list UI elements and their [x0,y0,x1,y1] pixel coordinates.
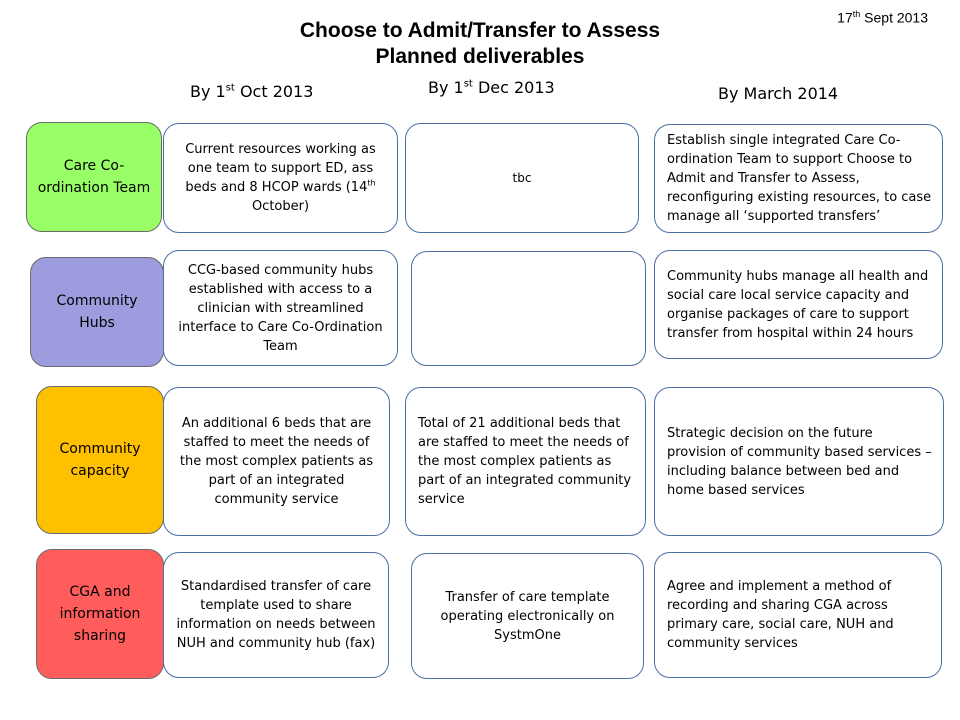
row-label-cga-information-sharing: CGA and information sharing [36,549,164,679]
date-day: 17 [837,9,853,26]
cell-cga-dec: Transfer of care template operating electronically on SystmOne [411,553,644,679]
column-header-prefix: By 1 [190,82,226,101]
column-header-dec-2013 [428,78,555,97]
cell-community-capacity-dec: Total of 21 additional beds that are staffed to meet the needs of the most complex patients as part of an integrated community service [405,387,646,536]
date-rest: Sept 2013 [860,9,928,26]
column-header-sup: st [463,78,473,90]
cell-cga-oct: Standardised transfer of care template used to share information on needs between NUH and community hub (fax) [163,552,389,678]
cell-cga-march: Agree and implement a method of recording and sharing CGA across primary care, social care, NUH and community services [654,552,942,678]
column-header-rest: Dec 2013 [472,78,555,97]
row-label-community-hubs: Community Hubs [30,257,164,367]
column-header-march-2014: By March 2014 [718,84,839,103]
cell-community-capacity-oct: An additional 6 beds that are staffed to meet the needs of the most complex patients as part of an integrated community service [163,387,390,536]
cell-text [174,140,387,216]
page-subtitle: Planned deliverables [375,45,585,68]
cell-text-sup: th [367,178,376,188]
cell-text-main: Current resources working as one team to support ED, ass beds and 8 HCOP wards (14 [185,142,376,195]
column-header-oct-2013 [190,82,313,101]
cell-community-hubs-march: Community hubs manage all health and social care local service capacity and organise packages of care to support transfer from hospital within 24 hours [654,250,943,359]
cell-care-coordination-march: Establish single integrated Care Co-ordination Team to support Choose to Admit and Transfer to Assess, reconfiguring existing resources, to case manage all ‘supported transfers’ [654,124,943,233]
cell-community-capacity-march: Strategic decision on the future provision of community based services – including balance between bed and home based services [654,387,944,536]
column-header-prefix: By 1 [428,78,464,97]
cell-community-hubs-oct: CCG-based community hubs established with access to a clinician with streamlined interface to Care Co-Ordination Team [163,250,398,366]
column-header-sup: st [225,82,235,94]
row-label-community-capacity: Community capacity [36,386,164,534]
row-label-care-coordination-team: Care Co-ordination Team [26,122,162,232]
column-header-rest: Oct 2013 [234,82,314,101]
cell-care-coordination-dec: tbc [405,123,639,233]
cell-text-tail: October) [251,199,310,214]
cell-community-hubs-dec [411,251,646,366]
cell-care-coordination-oct [163,123,398,233]
page-title: Choose to Admit/Transfer to Assess [299,19,661,42]
date-suffix: th [852,9,861,19]
